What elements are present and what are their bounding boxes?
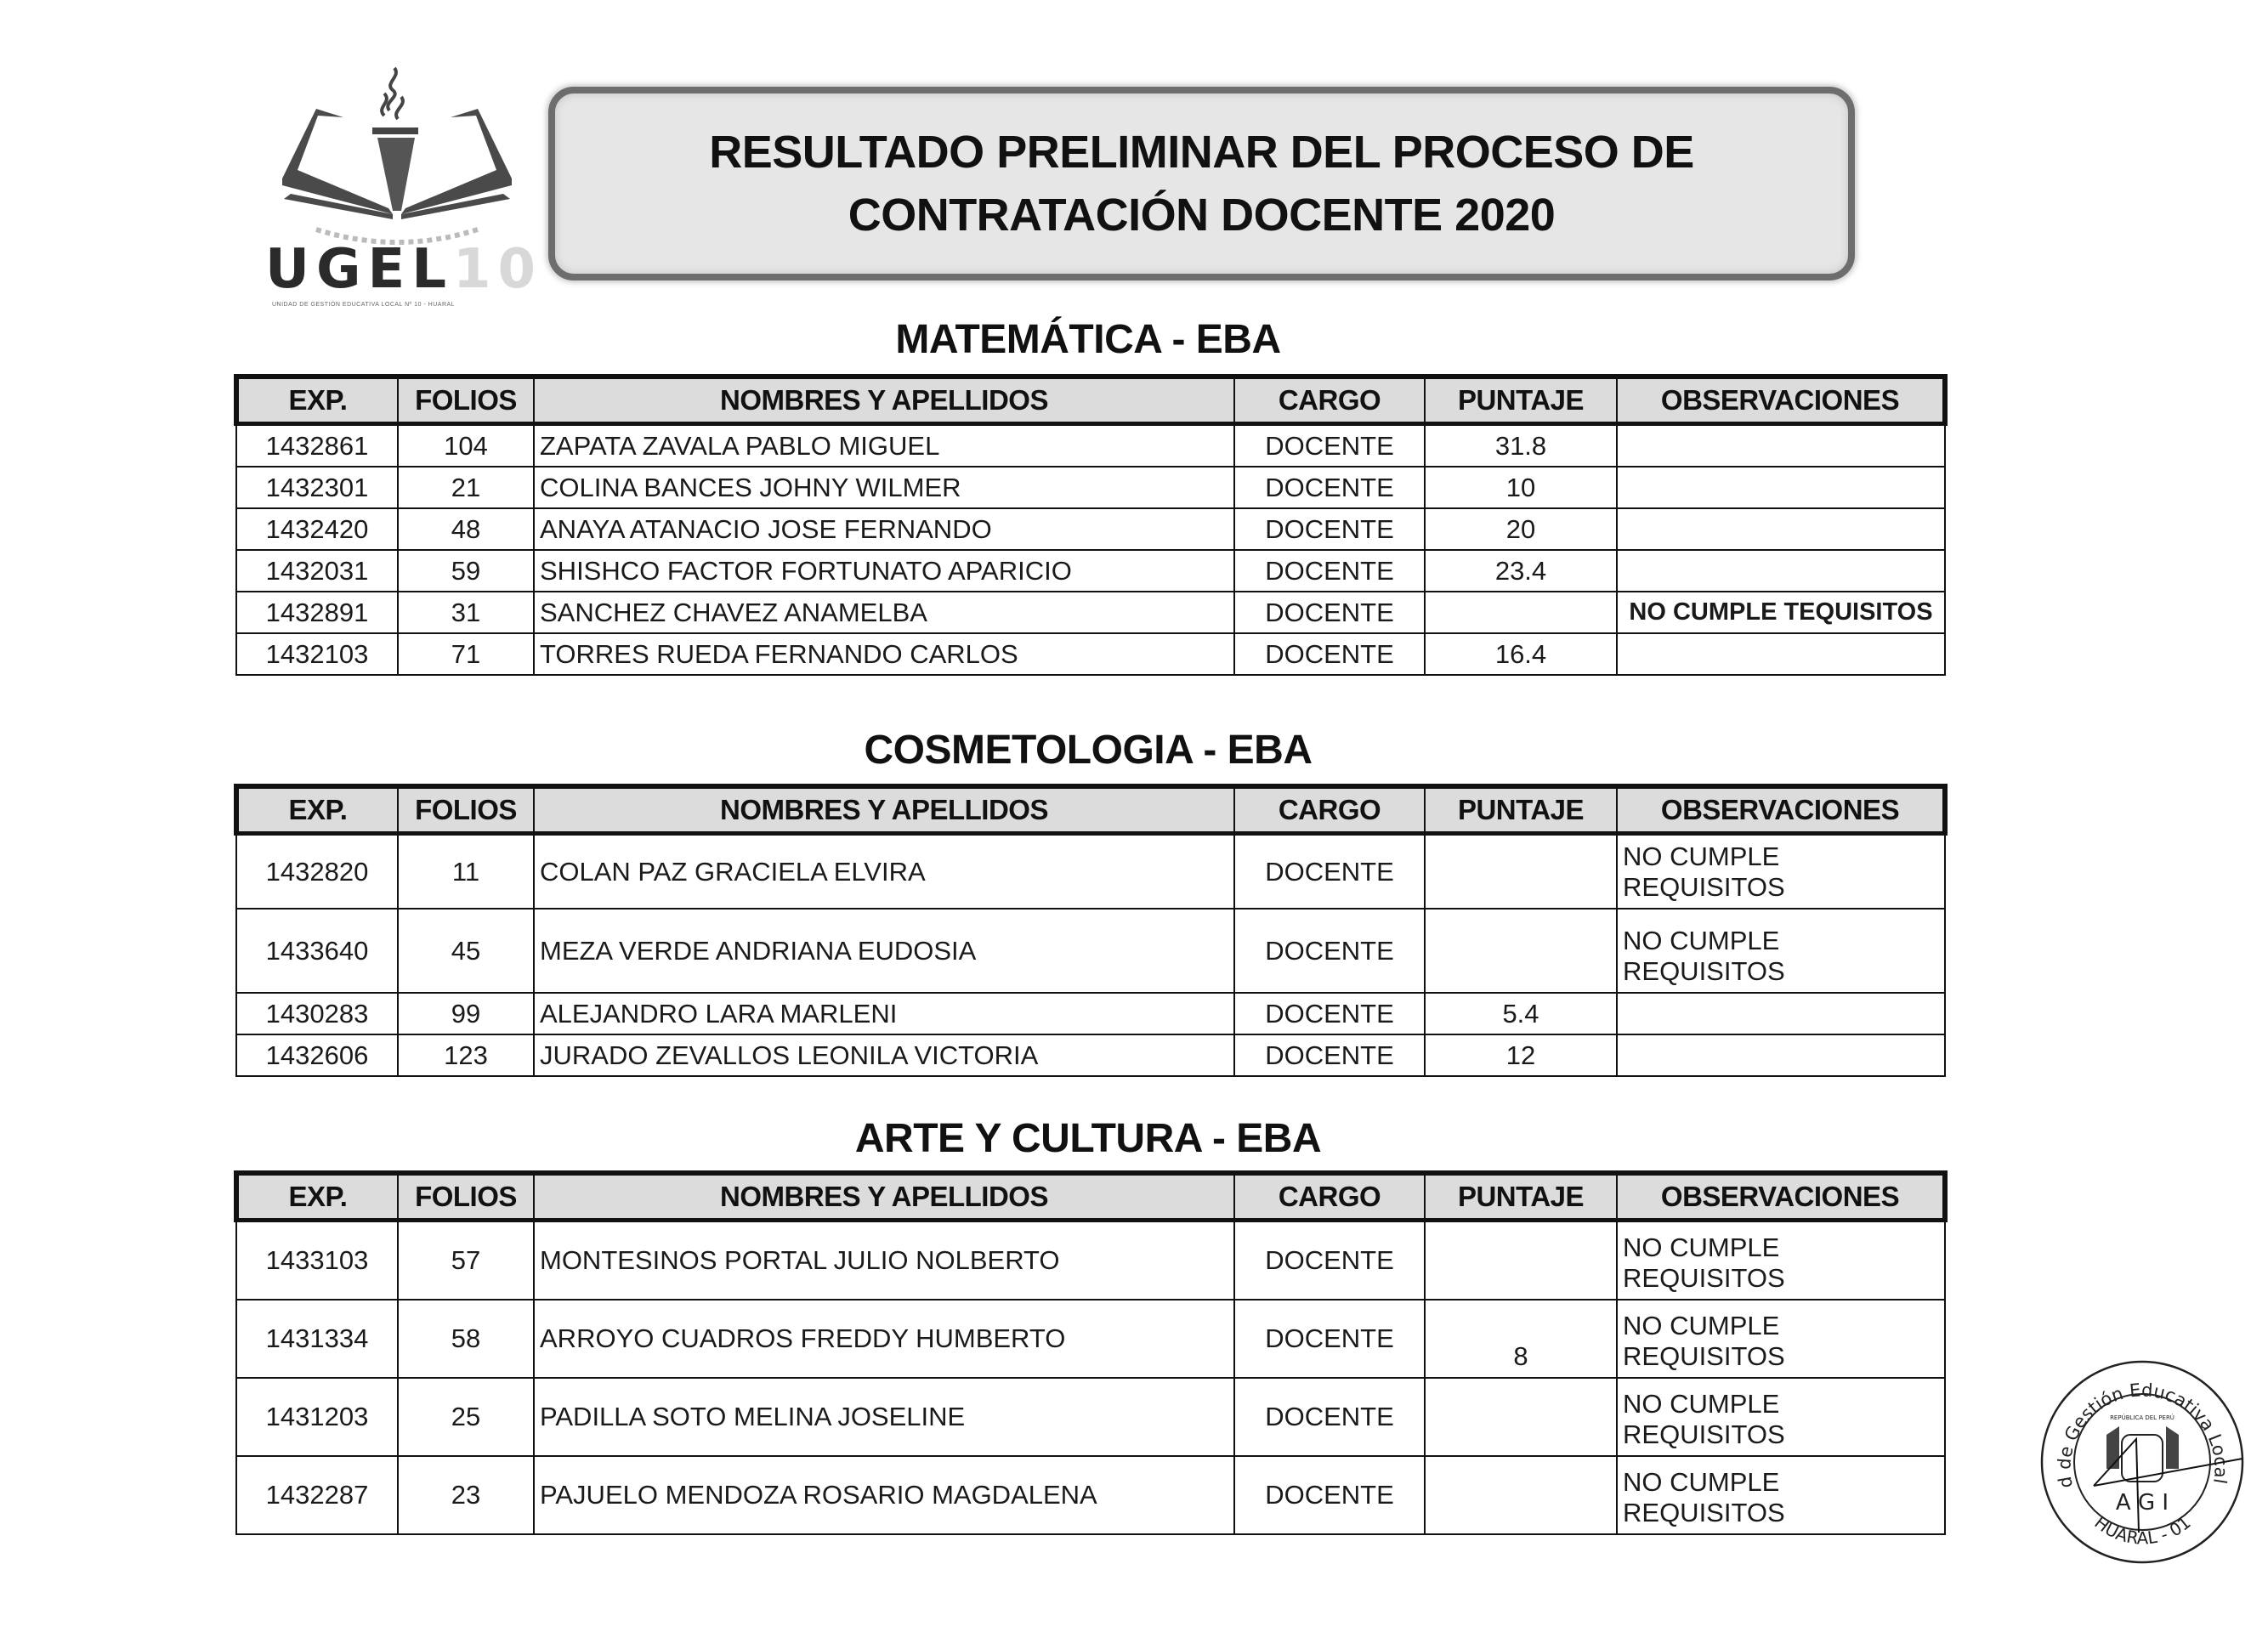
cell-observaciones: NO CUMPLE TEQUISITOS	[1617, 592, 1945, 633]
cell-cargo: DOCENTE	[1234, 550, 1425, 592]
results-table-matematica	[234, 374, 1948, 676]
cell-exp: 1432820	[236, 834, 398, 910]
column-header-observaciones: OBSERVACIONES	[1617, 786, 1945, 834]
cell-puntaje: 20	[1425, 508, 1617, 550]
section-title-matematica: MATEMÁTICA - EBA	[895, 317, 1281, 362]
page-title-line-1: RESULTADO PRELIMINAR DEL PROCESO DE	[709, 127, 1694, 178]
cell-puntaje	[1425, 592, 1617, 633]
cell-puntaje: 5.4	[1425, 993, 1617, 1034]
column-header-exp: EXP.	[236, 1173, 398, 1221]
table-row	[236, 1456, 1945, 1534]
cell-folios: 71	[398, 633, 534, 675]
column-header-puntaje: PUNTAJE	[1425, 377, 1617, 424]
cell-folios: 11	[398, 834, 534, 910]
cell-puntaje	[1425, 1221, 1617, 1300]
cell-observaciones	[1617, 1034, 1945, 1076]
column-header-folios: FOLIOS	[398, 377, 534, 424]
column-header-cargo: CARGO	[1234, 786, 1425, 834]
cell-observaciones: NO CUMPLE REQUISITOS	[1617, 909, 1945, 993]
table-header-row	[236, 1173, 1945, 1221]
cell-puntaje	[1425, 834, 1617, 910]
cell-folios: 99	[398, 993, 534, 1034]
cell-folios: 48	[398, 508, 534, 550]
column-header-name: NOMBRES Y APELLIDOS	[534, 377, 1234, 424]
table-row	[236, 1221, 1945, 1300]
cell-name: ANAYA ATANACIO JOSE FERNANDO	[534, 508, 1234, 550]
column-header-observaciones: OBSERVACIONES	[1617, 377, 1945, 424]
cell-cargo: DOCENTE	[1234, 834, 1425, 910]
cell-folios: 25	[398, 1378, 534, 1456]
svg-text:HUARAL - 01	[2090, 1512, 2194, 1548]
column-header-exp: EXP.	[236, 786, 398, 834]
cell-cargo: DOCENTE	[1234, 1221, 1425, 1300]
cell-puntaje: 31.8	[1425, 424, 1617, 468]
ugel-logo	[265, 60, 543, 308]
cell-name: SHISHCO FACTOR FORTUNATO APARICIO	[534, 550, 1234, 592]
column-header-puntaje: PUNTAJE	[1425, 1173, 1617, 1221]
cell-puntaje	[1425, 1456, 1617, 1534]
cell-exp: 1431334	[236, 1300, 398, 1378]
cell-cargo: DOCENTE	[1234, 1300, 1425, 1378]
column-header-folios: FOLIOS	[398, 786, 534, 834]
column-header-cargo: CARGO	[1234, 1173, 1425, 1221]
results-table-cosmetologia	[234, 784, 1948, 1077]
cell-exp: 1433640	[236, 909, 398, 993]
column-header-folios: FOLIOS	[398, 1173, 534, 1221]
cell-name: ARROYO CUADROS FREDDY HUMBERTO	[534, 1300, 1234, 1378]
logo-subtitle: UNIDAD DE GESTIÓN EDUCATIVA LOCAL Nº 10 - HUARAL	[272, 302, 456, 308]
cell-puntaje: 8	[1425, 1300, 1617, 1378]
table-row	[236, 909, 1945, 993]
cell-folios: 23	[398, 1456, 534, 1534]
table-header-row	[236, 786, 1945, 834]
logo-wordmark: UGEL10	[265, 238, 543, 301]
cell-name: COLAN PAZ GRACIELA ELVIRA	[534, 834, 1234, 910]
table-row	[236, 424, 1945, 468]
cell-name: PAJUELO MENDOZA ROSARIO MAGDALENA	[534, 1456, 1234, 1534]
column-header-cargo: CARGO	[1234, 377, 1425, 424]
official-seal-stamp	[2038, 1358, 2247, 1567]
cell-name: MONTESINOS PORTAL JULIO NOLBERTO	[534, 1221, 1234, 1300]
results-table-arte-y-cultura	[234, 1170, 1948, 1535]
cell-cargo: DOCENTE	[1234, 993, 1425, 1034]
cell-folios: 21	[398, 467, 534, 508]
cell-observaciones	[1617, 467, 1945, 508]
cell-folios: 57	[398, 1221, 534, 1300]
page-title-line-2: CONTRATACIÓN DOCENTE 2020	[848, 190, 1556, 241]
table-row	[236, 550, 1945, 592]
seal-inner-text: REPÚBLICA DEL PERÚ	[2110, 1414, 2174, 1421]
cell-cargo: DOCENTE	[1234, 633, 1425, 675]
cell-exp: 1432031	[236, 550, 398, 592]
cell-observaciones	[1617, 550, 1945, 592]
column-header-puntaje: PUNTAJE	[1425, 786, 1617, 834]
cell-folios: 31	[398, 592, 534, 633]
seal-icon	[2038, 1358, 2247, 1567]
cell-puntaje	[1425, 909, 1617, 993]
seal-bottom-text: HUARAL - 01	[2090, 1511, 2195, 1549]
cell-name: PADILLA SOTO MELINA JOSELINE	[534, 1378, 1234, 1456]
cell-exp: 1432861	[236, 424, 398, 468]
cell-exp: 1432420	[236, 508, 398, 550]
cell-name: TORRES RUEDA FERNANDO CARLOS	[534, 633, 1234, 675]
cell-name: ALEJANDRO LARA MARLENI	[534, 993, 1234, 1034]
column-header-observaciones: OBSERVACIONES	[1617, 1173, 1945, 1221]
cell-cargo: DOCENTE	[1234, 1456, 1425, 1534]
cell-observaciones	[1617, 993, 1945, 1034]
cell-observaciones: NO CUMPLE REQUISITOS	[1617, 1221, 1945, 1300]
cell-name: MEZA VERDE ANDRIANA EUDOSIA	[534, 909, 1234, 993]
table-header-row	[236, 377, 1945, 424]
table-row	[236, 592, 1945, 633]
cell-puntaje	[1425, 1378, 1617, 1456]
cell-puntaje: 16.4	[1425, 633, 1617, 675]
table-row	[236, 508, 1945, 550]
column-header-name: NOMBRES Y APELLIDOS	[534, 1173, 1234, 1221]
cell-exp: 1432301	[236, 467, 398, 508]
cell-folios: 58	[398, 1300, 534, 1378]
cell-exp: 1432287	[236, 1456, 398, 1534]
cell-folios: 123	[398, 1034, 534, 1076]
cell-observaciones: NO CUMPLE REQUISITOS	[1617, 1300, 1945, 1378]
cell-exp: 1432891	[236, 592, 398, 633]
column-header-name: NOMBRES Y APELLIDOS	[534, 786, 1234, 834]
table-row	[236, 1300, 1945, 1378]
cell-cargo: DOCENTE	[1234, 467, 1425, 508]
cell-folios: 45	[398, 909, 534, 993]
table-row	[236, 834, 1945, 910]
cell-observaciones: NO CUMPLE REQUISITOS	[1617, 834, 1945, 910]
table-row	[236, 993, 1945, 1034]
seal-ring-text: d de Gestión Educativa Local	[2054, 1380, 2231, 1490]
cell-cargo: DOCENTE	[1234, 592, 1425, 633]
cell-cargo: DOCENTE	[1234, 424, 1425, 468]
cell-cargo: DOCENTE	[1234, 1034, 1425, 1076]
table-row	[236, 1378, 1945, 1456]
cell-cargo: DOCENTE	[1234, 909, 1425, 993]
cell-name: COLINA BANCES JOHNY WILMER	[534, 467, 1234, 508]
cell-cargo: DOCENTE	[1234, 1378, 1425, 1456]
section-title-arte-y-cultura: ARTE Y CULTURA - EBA	[854, 1116, 1322, 1161]
cell-puntaje: 10	[1425, 467, 1617, 508]
column-header-exp: EXP.	[236, 377, 398, 424]
cell-cargo: DOCENTE	[1234, 508, 1425, 550]
cell-puntaje: 23.4	[1425, 550, 1617, 592]
cell-exp: 1433103	[236, 1221, 398, 1300]
table-row	[236, 1034, 1945, 1076]
cell-observaciones	[1617, 508, 1945, 550]
cell-exp: 1430283	[236, 993, 398, 1034]
cell-folios: 59	[398, 550, 534, 592]
cell-exp: 1431203	[236, 1378, 398, 1456]
title-banner	[548, 87, 1855, 280]
cell-observaciones: NO CUMPLE REQUISITOS	[1617, 1456, 1945, 1534]
cell-observaciones	[1617, 633, 1945, 675]
cell-puntaje: 12	[1425, 1034, 1617, 1076]
table-row	[236, 633, 1945, 675]
cell-folios: 104	[398, 424, 534, 468]
seal-center-text: A G I	[2115, 1490, 2169, 1516]
cell-exp: 1432103	[236, 633, 398, 675]
section-title-cosmetologia: COSMETOLOGIA - EBA	[864, 728, 1313, 773]
table-row	[236, 467, 1945, 508]
cell-name: ZAPATA ZAVALA PABLO MIGUEL	[534, 424, 1234, 468]
cell-observaciones: NO CUMPLE REQUISITOS	[1617, 1378, 1945, 1456]
cell-name: SANCHEZ CHAVEZ ANAMELBA	[534, 592, 1234, 633]
cell-name: JURADO ZEVALLOS LEONILA VICTORIA	[534, 1034, 1234, 1076]
svg-text:Unidad de Gestión Educativa Lo	[2038, 1358, 2231, 1492]
cell-exp: 1432606	[236, 1034, 398, 1076]
cell-observaciones	[1617, 424, 1945, 468]
